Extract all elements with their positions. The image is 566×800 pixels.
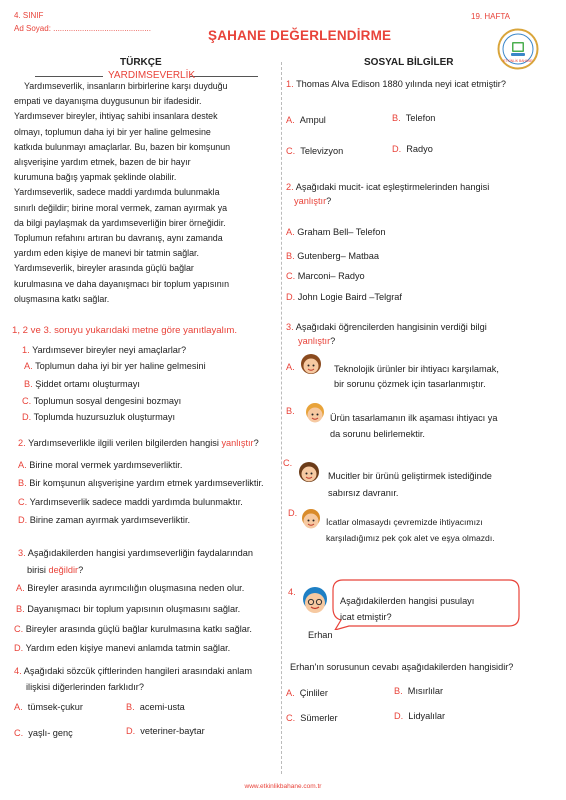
sosyal-section-title: SOSYAL BİLGİLER: [364, 57, 454, 68]
logo-text: ETKİNLİK BAHANE: [503, 59, 533, 63]
option-b[interactable]: B. Mısırlılar: [394, 686, 444, 696]
title-underline-right: [190, 76, 258, 77]
turkce-q2: 2. Yardımseverlikle ilgili verilen bilgilerden hangisi yanlıştır?: [18, 438, 259, 448]
option-d[interactable]: D. Radyo: [392, 144, 433, 154]
text-title: YARDIMSEVERLİK: [108, 70, 196, 81]
paragraph-line: da bilgi paylaşmak da yardımseverliğin birer örneğidir.: [14, 217, 226, 228]
boy-avatar-icon: [302, 400, 328, 428]
etkinlik-bahane-logo: [497, 28, 539, 70]
option-c[interactable]: C. Sümerler: [286, 713, 338, 723]
option-c[interactable]: C. Toplumun sosyal dengesini bozmayı: [22, 396, 182, 406]
option-c[interactable]: C. Yardımseverlik sadece maddi yardımda bulunmaktır.: [18, 497, 243, 507]
option-a[interactable]: A. Bireyler arasında ayrımcılığın oluşmasına neden olur.: [16, 583, 245, 593]
turkce-q3: 3. Aşağıdakilerden hangisi yardımseverliğin faydalarından birisi değildir?: [18, 548, 253, 575]
sosyal-q4-question: Erhan'ın sorusunun cevabı aşağıdakilerden hangisidir?: [290, 662, 514, 672]
grade-label: 4. SINIF: [14, 11, 44, 20]
sosyal-q3: 3. Aşağıdaki öğrencilerden hangisinin verdiği bilgi yanlıştır?: [286, 322, 487, 346]
option-d-letter[interactable]: D.: [288, 508, 298, 518]
option-d[interactable]: D. veteriner-baytar: [126, 726, 205, 736]
q-text: Yardımsever bireyler neyi amaçlarlar?: [32, 345, 187, 355]
paragraph-line: Yardımseverlik, bireyler arasında güçlü bağlar: [14, 263, 194, 274]
paragraph-line: kurulmasına ve daha dayanışmacı bir toplum yapısının: [14, 278, 230, 289]
instruction-text: 1, 2 ve 3. soruyu yukarıdaki metne göre yanıtlayalım.: [12, 325, 238, 336]
option-c[interactable]: C. Marconi– Radyo: [286, 271, 365, 281]
option-d[interactable]: D. Yardım eden kişiye manevi anlamda tatmin sağlar.: [14, 643, 231, 653]
week-label: 19. HAFTA: [471, 12, 510, 21]
option-d[interactable]: D. Lidyalılar: [394, 711, 446, 721]
footer-url[interactable]: www.etkinlikbahane.com.tr: [244, 783, 322, 790]
option-a[interactable]: A. Birine moral vermek yardımseverliktir.: [18, 460, 183, 470]
paragraph-line: katkıda bulunmayı amaçlarlar. Bu, bazen bir komşunun: [14, 141, 231, 152]
option-b[interactable]: B. Şiddet ortamı oluşturmayı: [24, 379, 140, 389]
option-b[interactable]: B. Dayanışmacı bir toplum yapısının oluşmasını sağlar.: [16, 604, 241, 614]
paragraph-line: olmayı, toplumun daha iyi bir yer haline gelmesine: [14, 126, 211, 137]
turkce-section-title: TÜRKÇE: [120, 57, 162, 68]
turkce-q4: 4. Aşağıdaki sözcük çiftlerinden hangileri arasındaki anlam ilişkisi diğerlerinden farklıdır?: [14, 666, 252, 692]
option-a[interactable]: A. tümsek-çukur: [14, 702, 83, 712]
option-b[interactable]: B. Gutenberg– Matbaa: [286, 251, 379, 261]
option-a[interactable]: A. Çinliler: [286, 688, 328, 698]
option-d[interactable]: D. Toplumda huzursuzluk oluşturmayı: [22, 412, 176, 422]
sosyal-q4-number: 4.: [288, 587, 296, 597]
column-divider: [281, 62, 282, 774]
paragraph-line: oluşmasına katkı sağlar.: [14, 293, 110, 304]
option-c-text[interactable]: Mucitler bir ürünü geliştirmek istediğinde sabırsız davranır.: [328, 471, 492, 498]
option-d-text[interactable]: İcatlar olmasaydı çevremizde ihtiyacımızı karşıladığımız pek çok alet ve eşya olmazdı.: [326, 517, 495, 543]
option-d[interactable]: D. John Logie Baird –Telgraf: [286, 292, 402, 302]
q-number: 1.: [22, 345, 30, 355]
paragraph-line: alışverişine yardım etmek, bazen de bir hayır: [14, 157, 191, 168]
paragraph-line: Toplumun refahını artıran bu davranış, aynı zamanda: [14, 233, 223, 244]
option-b[interactable]: B. Bir komşunun alışverişine yardım etmek yardımseverliktir.: [18, 478, 264, 488]
option-b-letter[interactable]: B.: [286, 406, 295, 416]
paragraph-line: yardım eden kişiye de manevi bir tatmin sağlar.: [14, 248, 199, 259]
sosyal-q2: 2. Aşağıdaki mucit- icat eşleştirmelerinden hangisi yanlıştır?: [286, 182, 490, 206]
name-field-label: Ad Soyad: ............................................: [14, 24, 151, 33]
option-a[interactable]: A. Graham Bell– Telefon: [286, 227, 386, 237]
option-c[interactable]: C. yaşlı- genç: [14, 728, 73, 738]
paragraph-line: Yardımsever bireyler, ihtiyaç sahibi insanlara destek: [14, 111, 218, 122]
option-b[interactable]: B. acemi-usta: [126, 702, 185, 712]
paragraph-line: empati ve dayanışma duygusunun bir ifadesidir.: [14, 96, 202, 107]
paragraph-line: Yardımseverlik, insanların birbirlerine karşı duyduğu: [24, 81, 228, 91]
option-c-letter[interactable]: C.: [283, 458, 293, 468]
boy-avatar-icon: [298, 506, 324, 534]
turkce-q1: [22, 343, 186, 357]
paragraph-line: kurumuna bağış yapmak şeklinde olabilir.: [14, 172, 177, 183]
option-a[interactable]: A. Toplumun daha iyi bir yer haline gelmesini: [24, 361, 206, 371]
girl-avatar-icon: [298, 350, 324, 380]
sosyal-q1: 1. Thomas Alva Edison 1880 yılında neyi icat etmiştir?: [286, 79, 506, 89]
paragraph-line: Yardımseverlik, sadece maddi yardımda bulunmakla: [14, 187, 220, 198]
option-c[interactable]: C. Televizyon: [286, 146, 344, 156]
option-b[interactable]: B. Telefon: [392, 113, 436, 123]
option-a-text[interactable]: Teknolojik ürünler bir ihtiyacı karşılamak, bir sorunu çözmek için tasarlanmıştır.: [334, 364, 499, 389]
erhan-avatar-icon: [298, 584, 332, 620]
girl-avatar-icon: [296, 458, 322, 488]
page-title: ŞAHANE DEĞERLENDİRME: [208, 28, 392, 43]
option-b-text[interactable]: Ürün tasarlamanın ilk aşaması ihtiyacı ya da sorunu belirlemektir.: [330, 413, 498, 439]
paragraph-line: sınırlı değildir; birine moral vermek, zaman ayırmak ya: [14, 202, 228, 213]
erhan-name: Erhan: [308, 630, 333, 640]
option-a-letter[interactable]: A.: [286, 362, 295, 372]
option-a[interactable]: A. Ampul: [286, 115, 326, 125]
bubble-text: Aşağıdakilerden hangisi pusulayı icat etmiştir?: [340, 596, 475, 622]
reading-paragraph: [14, 79, 278, 307]
title-underline-left: [35, 76, 103, 77]
option-c[interactable]: C. Bireyler arasında güçlü bağlar kurulmasına katkı sağlar.: [14, 624, 252, 634]
option-d[interactable]: D. Birine zaman ayırmak yardımseverliktir.: [18, 515, 191, 525]
